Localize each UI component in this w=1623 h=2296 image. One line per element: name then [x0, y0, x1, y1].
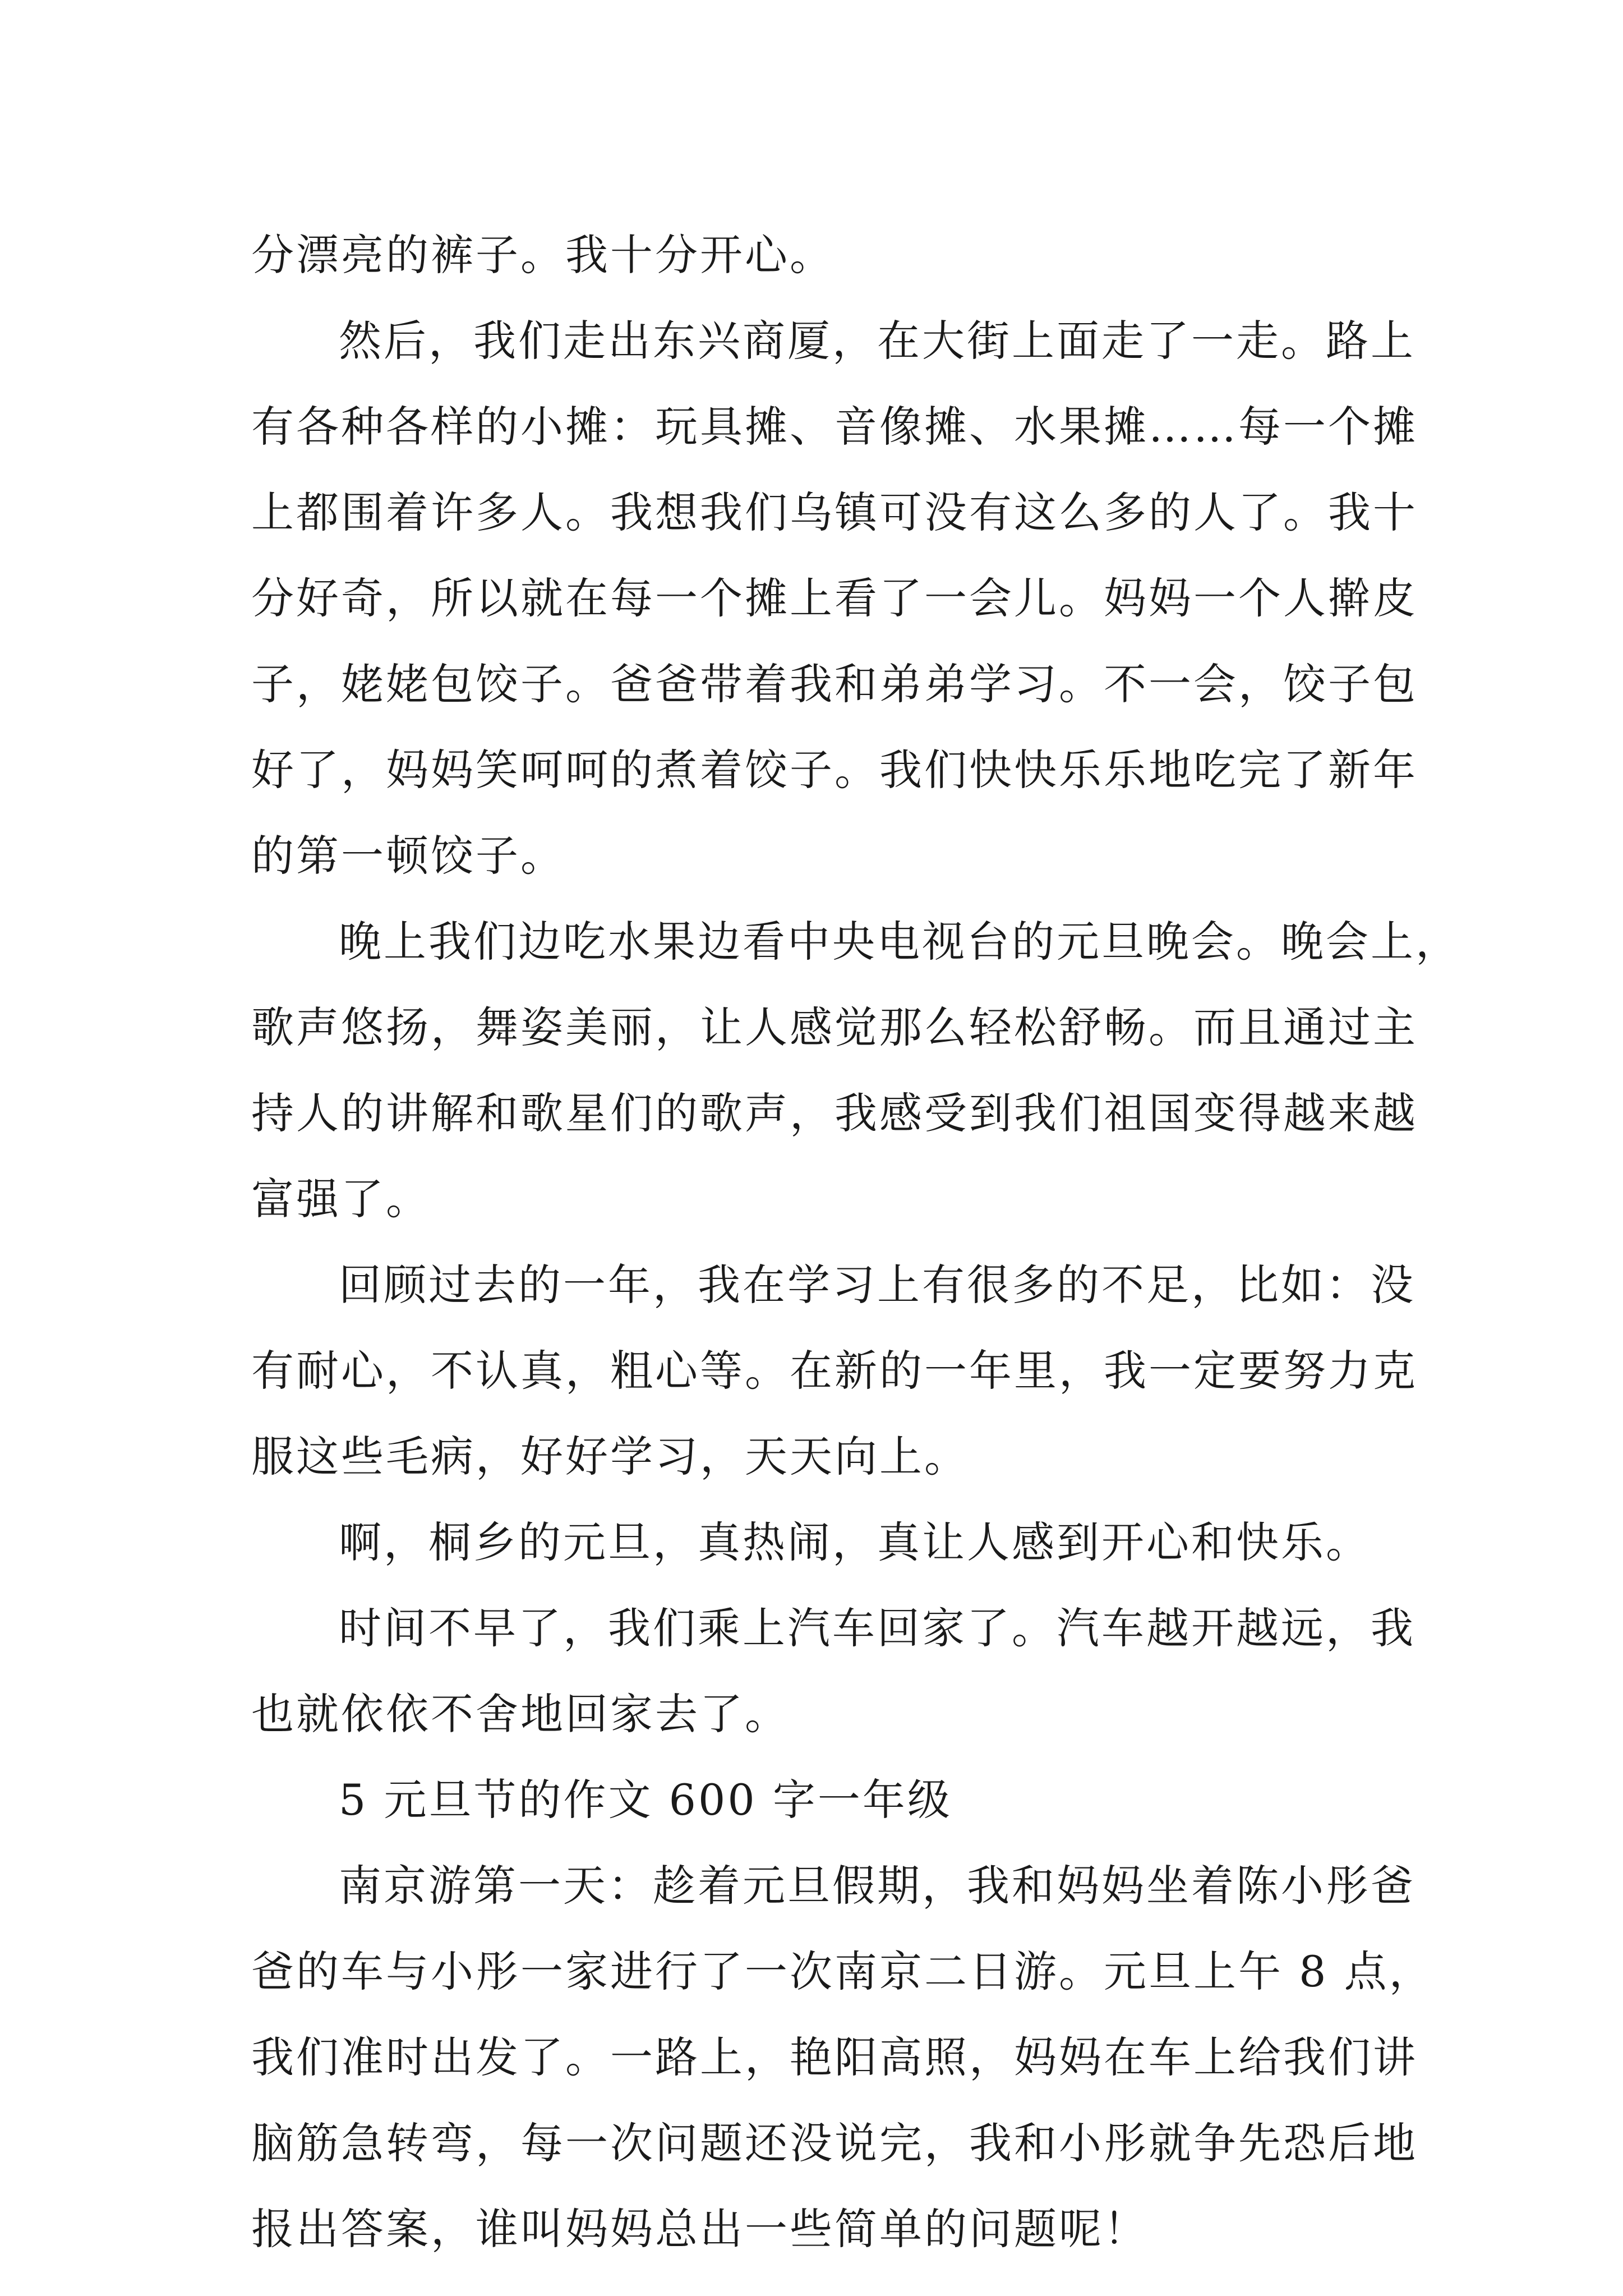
- text-line: 富强了。: [251, 1174, 431, 1224]
- text-line: 歌声悠扬，舞姿美丽，让人感觉那么轻松舒畅。而且通过主: [251, 1002, 1418, 1052]
- text-line: 上都围着许多人。我想我们乌镇可没有这么多的人了。我十: [251, 487, 1418, 537]
- text-line: 有耐心，不认真，粗心等。在新的一年里，我一定要努力克: [251, 1346, 1418, 1396]
- document-body: [251, 212, 1460, 2272]
- text-line: 晚上我们边吃水果边看中央电视台的元旦晚会。晚会上，: [339, 917, 1460, 967]
- text-line: 脑筋急转弯，每一次问题还没说完，我和小彤就争先恐后地: [251, 2118, 1418, 2168]
- text-line: 的第一顿饺子。: [251, 831, 565, 881]
- text-line: 分漂亮的裤子。我十分开心。: [251, 230, 834, 280]
- text-line: 持人的讲解和歌星们的歌声，我感受到我们祖国变得越来越: [251, 1088, 1418, 1138]
- text-line: 回顾过去的一年，我在学习上有很多的不足，比如：没: [339, 1260, 1415, 1310]
- text-line: 南京游第一天：趁着元旦假期，我和妈妈坐着陈小彤爸: [339, 1861, 1415, 1911]
- text-line: 报出答案，谁叫妈妈总出一些简单的问题呢！: [251, 2204, 1149, 2254]
- text-line: 然后，我们走出东兴商厦，在大街上面走了一走。路上: [339, 316, 1415, 366]
- text-line: 好了，妈妈笑呵呵的煮着饺子。我们快快乐乐地吃完了新年: [251, 745, 1418, 795]
- section-heading: 5 元旦节的作文 600 字一年级: [339, 1775, 952, 1825]
- text-line: 有各种各样的小摊：玩具摊、音像摊、水果摊……每一个摊: [251, 402, 1418, 452]
- text-line: 分好奇，所以就在每一个摊上看了一会儿。妈妈一个人擀皮: [251, 573, 1418, 623]
- text-line: 服这些毛病，好好学习，天天向上。: [251, 1432, 969, 1481]
- text-line: 爸的车与小彤一家进行了一次南京二日游。元旦上午 8 点，: [251, 1947, 1434, 1996]
- text-line: 子，姥姥包饺子。爸爸带着我和弟弟学习。不一会，饺子包: [251, 659, 1418, 709]
- text-line: 我们准时出发了。一路上，艳阳高照，妈妈在车上给我们讲: [251, 2032, 1418, 2082]
- text-line: 也就依依不舍地回家去了。: [251, 1689, 790, 1739]
- text-line: 啊，桐乡的元旦，真热闹，真让人感到开心和快乐。: [339, 1517, 1371, 1567]
- text-line: 时间不早了，我们乘上汽车回家了。汽车越开越远，我: [339, 1603, 1415, 1653]
